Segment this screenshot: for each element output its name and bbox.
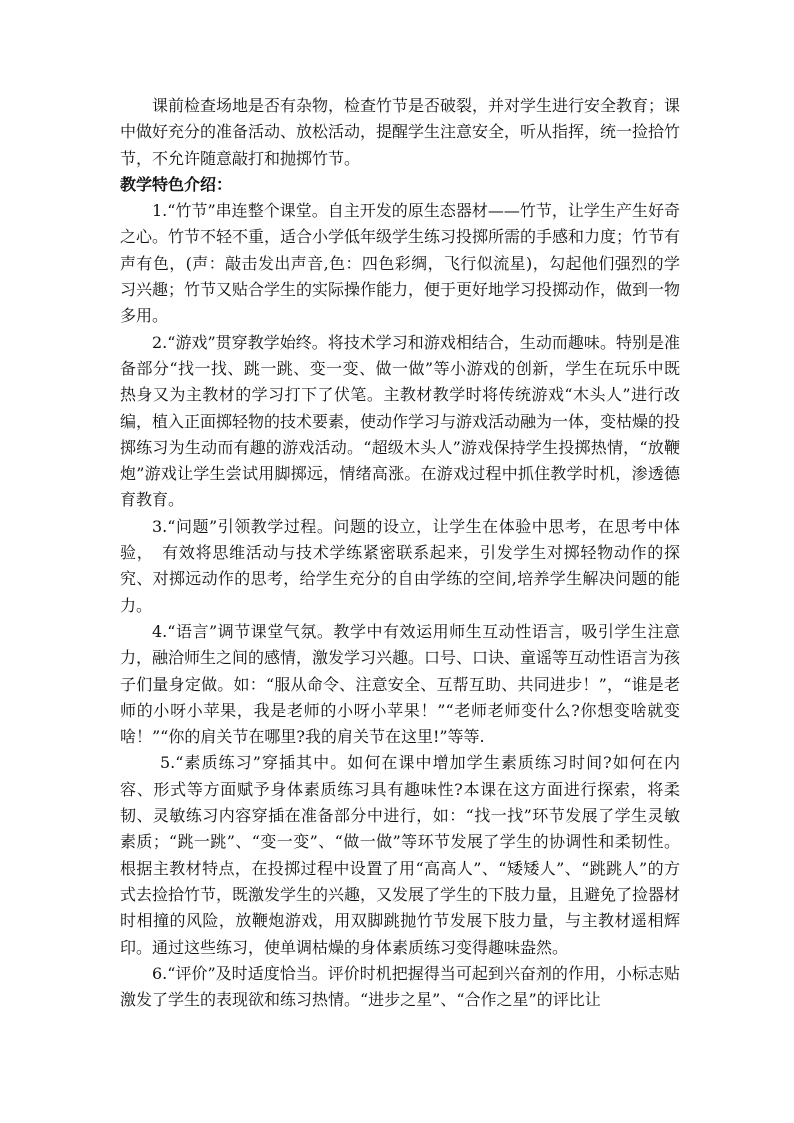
- feature-paragraph-5: 5.“素质练习”穿插其中。如何在课中增加学生素质练习时间?如何在内容、形式等方面赋予身体素质练习具有趣味性?本课在这方面进行探索，将柔韧、灵敏练习内容穿插在准备部分中进行，如：“找一找”环节发展了学生灵敏素质；“跳一跳”、“变一变”、“做一做”等环节发展了学生的协调性和柔韧性。根据主教材特点，在投掷过程中设置了用“高高人”、“矮矮人”、“跳跳人”的方式去捡拾竹节，既激发学生的兴趣，又发展了学生的下肢力量，且避免了捡器材时相撞的风险，放鞭炮游戏，用双脚跳抛竹节发展下肢力量，与主教材遥相辉印。通过这些练习，使单调枯燥的身体素质练习变得趣味盎然。: [120, 753, 681, 957]
- section-heading: 教学特色介绍：: [120, 174, 233, 194]
- feature-paragraph-4: 4.“语言”调节课堂气氛。教学中有效运用师生互动性语言，吸引学生注意力，融洽师生之间的感情，激发学习兴趣。口号、口诀、童谣等互动性语言为孩子们量身定做。如：“服从命令、注意安全、互帮互助、共同进步！”，“谁是老师的小呀小苹果，我是老师的小呀小苹果！”“老师老师变什么?你想变啥就变啥！”“你的肩关节在哪里?我的肩关节在这里!”等等.: [120, 621, 681, 747]
- feature-paragraph-3: 3.“问题”引领教学过程。问题的设立，让学生在体验中思考，在思考中体验， 有效将思维活动与技术学练紧密联系起来，引发学生对掷轻物动作的探究、对掷远动作的思考，给学生充分的自由学练的空间,培养学生解决问题的能力。: [120, 516, 680, 615]
- document-body: [120, 93, 680, 1013]
- feature-paragraph-6: 6.“评价”及时适度恰当。评价时机把握得当可起到兴奋剂的作用，小标志贴激发了学生的表现欲和练习热情。“进步之星”、“合作之星”的评比让: [120, 963, 680, 1010]
- safety-paragraph: 课前检查场地是否有杂物，检查竹节是否破裂，并对学生进行安全教育；课中做好充分的准备活动、放松活动，提醒学生注意安全，听从指挥，统一捡拾竹节，不允许随意敲打和抛掷竹节。: [120, 96, 681, 168]
- feature-paragraph-1: 1.“竹节”串连整个课堂。自主开发的原生态器材——竹节，让学生产生好奇之心。竹节不轻不重，适合小学低年级学生练习投掷所需的手感和力度；竹节有声有色，(声：敲击发出声音,色：四色彩绸，飞行似流星)，勾起他们强烈的学习兴趣；竹节又贴合学生的实际操作能力，便于更好地学习投掷动作，做到一物多用。: [120, 201, 681, 326]
- feature-paragraph-2: 2.“游戏”贯穿教学始终。将技术学习和游戏相结合，生动而趣味。特别是准备部分“找一找、跳一跳、变一变、做一做”等小游戏的创新，学生在玩乐中既热身又为主教材的学习打下了伏笔。主教材教学时将传统游戏“木头人”进行改编，植入正面掷轻物的技术要素，使动作学习与游戏活动融为一体，变枯燥的投掷练习为生动而有趣的游戏活动。“超级木头人”游戏保持学生投掷热情，“放鞭炮”游戏让学生尝试用脚掷远，情绪高涨。在游戏过程中抓住教学时机，渗透德育教育。: [120, 332, 681, 510]
